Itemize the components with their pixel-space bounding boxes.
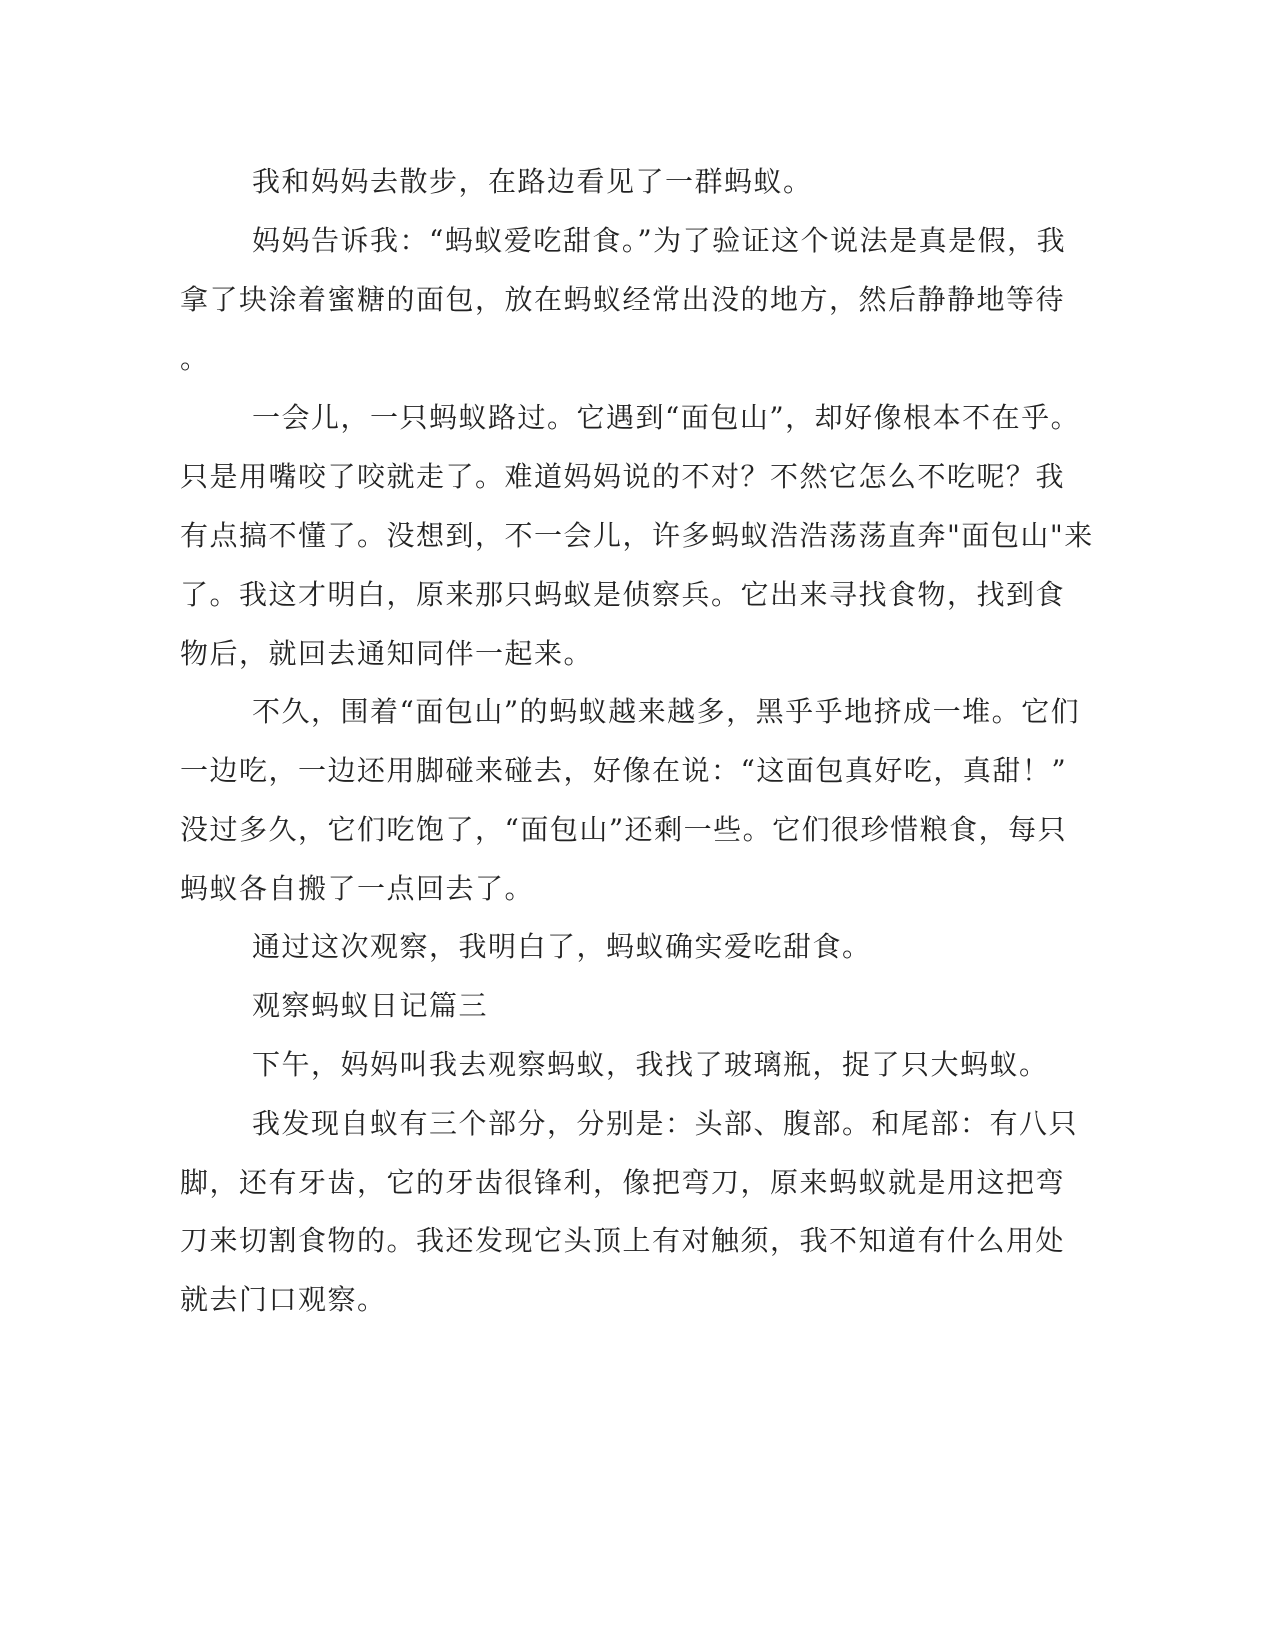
text-line: 就去门口观察。	[180, 1283, 387, 1316]
text-line: 刀来切割食物的。我还发现它头顶上有对触须，我不知道有什么用处	[180, 1224, 1066, 1257]
text-line: 。	[180, 342, 210, 375]
text-line: 没过多久，它们吃饱了，“面包山”还剩一些。它们很珍惜粮食，每只	[180, 813, 1068, 846]
text-line: 脚，还有牙齿，它的牙齿很锋利，像把弯刀，原来蚂蚁就是用这把弯	[180, 1166, 1066, 1199]
text-line: 不久，围着“面包山”的蚂蚁越来越多，黑乎乎地挤成一堆。它们	[252, 695, 1081, 728]
text-line: 我发现自蚁有三个部分，分别是：头部、腹部。和尾部：有八只	[252, 1107, 1079, 1140]
text-line: 物后，就回去通知同伴一起来。	[180, 637, 594, 670]
text-line: 通过这次观察，我明白了，蚂蚁确实爱吃甜食。	[252, 930, 872, 963]
text-line: 妈妈告诉我：“蚂蚁爱吃甜食。”为了验证这个说法是真是假，我	[252, 224, 1067, 257]
text-line: 拿了块涂着蜜糖的面包，放在蚂蚁经常出没的地方，然后静静地等待	[180, 283, 1066, 316]
text-line: 我和妈妈去散步，在路边看见了一群蚂蚁。	[252, 165, 813, 198]
section-heading: 观察蚂蚁日记篇三	[252, 989, 489, 1022]
text-line: 有点搞不懂了。没想到，不一会儿，许多蚂蚁浩浩荡荡直奔"面包山"来	[180, 519, 1094, 552]
text-line: 一会儿，一只蚂蚁路过。它遇到“面包山”，却好像根本不在乎。	[252, 401, 1081, 434]
text-line: 只是用嘴咬了咬就走了。难道妈妈说的不对？不然它怎么不吃呢？我	[180, 460, 1066, 493]
text-line: 下午，妈妈叫我去观察蚂蚁，我找了玻璃瓶，捉了只大蚂蚁。	[252, 1048, 1049, 1081]
text-line: 一边吃，一边还用脚碰来碰去，好像在说：“这面包真好吃，真甜！”	[180, 754, 1068, 787]
text-line: 蚂蚁各自搬了一点回去了。	[180, 872, 535, 905]
text-line: 了。我这才明白，原来那只蚂蚁是侦察兵。它出来寻找食物，找到食	[180, 578, 1066, 611]
